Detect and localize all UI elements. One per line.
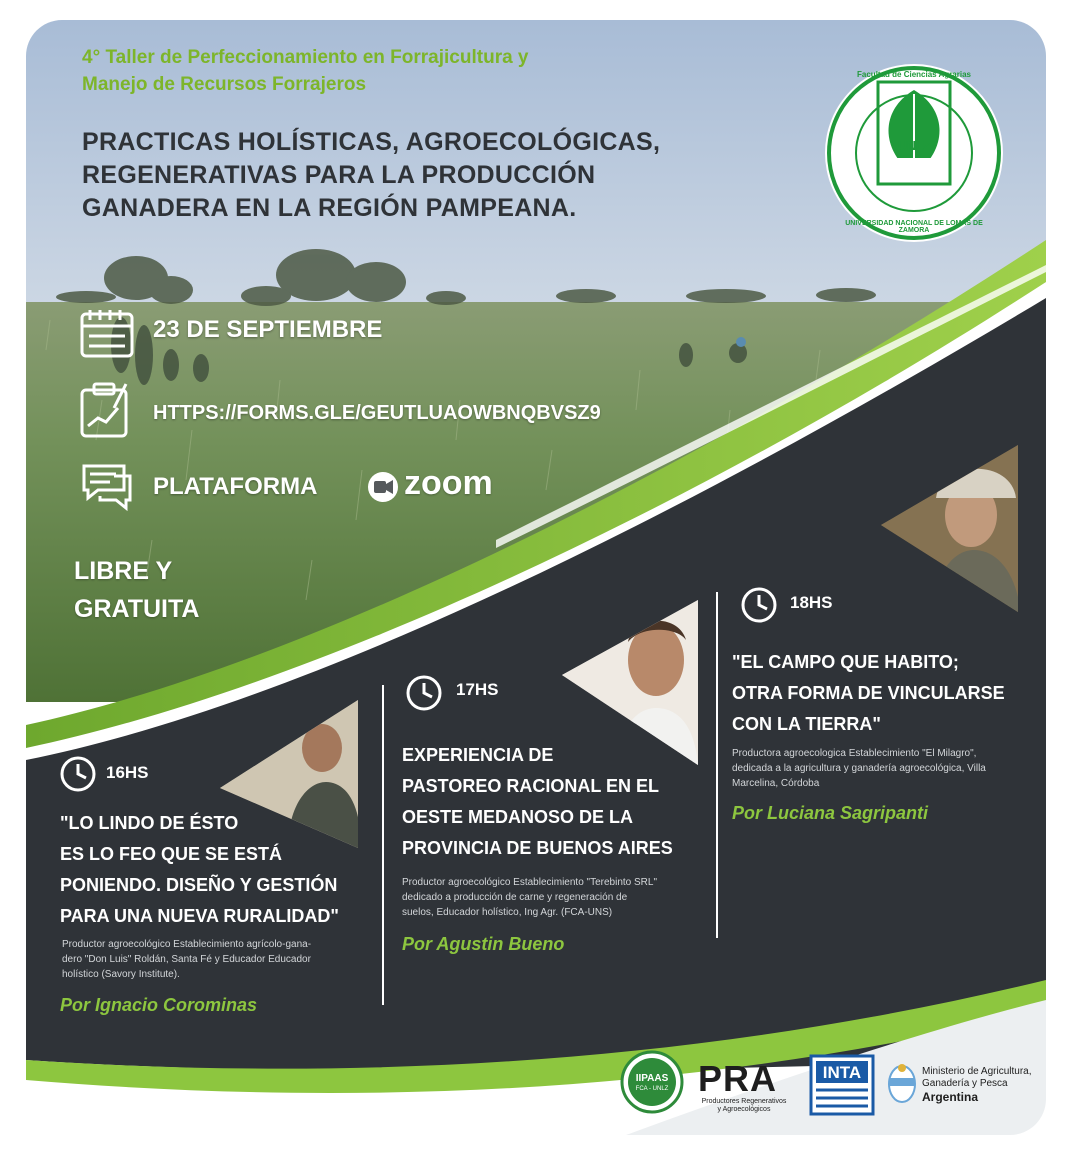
talk-3-desc-line: Productora agroecologica Establecimiento "El Milagro", (732, 748, 977, 759)
talk-3-description (732, 746, 1037, 791)
pra-logo-subtext (694, 1098, 794, 1114)
unlz-logo (825, 64, 1003, 242)
platform-label: PLATAFORMA (153, 473, 318, 500)
free-line-1: LIBRE Y (74, 557, 173, 585)
pra-subtext-line-2: y Agroecológicos (717, 1106, 771, 1113)
ministry-line-3: Argentina (922, 1090, 979, 1104)
talk-3-title (732, 647, 1042, 740)
pra-subtext-line-1: Productores Regenerativos (701, 1098, 787, 1105)
talk-3-speaker: Por Luciana Sagripanti (732, 803, 929, 823)
talk-1-desc-line: dero "Don Luis" Roldán, Santa Fé y Educador Educador (62, 954, 311, 965)
zoom-wordmark: zoom (404, 464, 493, 502)
subtitle-line-2: Manejo de Recursos Forrajeros (82, 74, 367, 95)
title-line-1: PRACTICAS HOLÍSTICAS, AGROECOLÓGICAS, (82, 128, 661, 156)
talk-2-title-line: PASTOREO RACIONAL EN EL (402, 776, 660, 796)
talk-2-time: 17HS (456, 680, 499, 699)
talk-1-description (62, 937, 372, 982)
talk-2-title-line: OESTE MEDANOSO DE LA (402, 807, 634, 827)
event-poster (26, 20, 1046, 1135)
inta-logo-text: INTA (822, 1063, 862, 1082)
pra-logo-text: PRA (698, 1058, 778, 1099)
iipaas-logo-subtext: FCA - UNLZ (635, 1086, 669, 1092)
ministry-logo-text (922, 1066, 1032, 1105)
ministry-line-1: Ministerio de Agricultura, (922, 1066, 1032, 1077)
talk-2-desc-line: Productor agroecológico Establecimiento "Terebinto SRL" (402, 877, 658, 888)
free-line-2: GRATUITA (74, 595, 200, 623)
free-badge (74, 552, 294, 628)
title-line-2: REGENERATIVAS PARA LA PRODUCCIÓN (82, 161, 596, 189)
talk-1-desc-line: holístico (Savory Institute). (62, 969, 180, 980)
event-subtitle (82, 44, 682, 98)
talk-1-speaker: Por Ignacio Corominas (60, 995, 258, 1015)
talk-1-time: 16HS (106, 763, 149, 782)
talk-1-title-line: ES LO FEO QUE SE ESTÁ (60, 844, 283, 864)
talk-2-title-line: EXPERIENCIA DE (402, 745, 554, 765)
event-title (82, 126, 762, 225)
talk-3-title-line: CON LA TIERRA" (732, 714, 881, 734)
iipaas-logo-text: IIPAAS (635, 1073, 669, 1084)
event-date: 23 DE SEPTIEMBRE (153, 316, 383, 343)
unlz-logo-text: UNLZ (897, 138, 931, 153)
talk-2-title-line: PROVINCIA DE BUENOS AIRES (402, 838, 673, 858)
registration-link[interactable]: HTTPS://FORMS.GLE/GEUTLUAOWBNQBVSZ9 (153, 402, 601, 424)
zoom-camera-icon (368, 472, 398, 502)
talk-3-title-line: "EL CAMPO QUE HABITO; (732, 652, 959, 672)
talk-1-title-line: "LO LINDO DE ÉSTO (60, 813, 239, 833)
talk-3-desc-line: dedicada a la agricultura y ganadería agroecológica, Villa (732, 763, 986, 774)
talk-2-title (402, 740, 712, 864)
talk-2-desc-line: suelos, Educador holístico, Ing Agr. (FCA-UNS) (402, 907, 613, 918)
talk-3-desc-line: Marcelina, Córdoba (732, 778, 820, 789)
talk-2-speaker: Por Agustin Bueno (402, 934, 565, 954)
unlz-ring-text-bottom: UNIVERSIDAD NACIONAL DE LOMAS DE ZAMORA (845, 220, 983, 234)
unlz-ring-text: Facultad de Ciencias Agrarias (857, 70, 971, 79)
talk-2-description (402, 875, 707, 920)
talk-1-title (60, 808, 380, 932)
talk-3-title-line: OTRA FORMA DE VINCULARSE (732, 683, 1005, 703)
subtitle-line-1: 4° Taller de Perfeccionamiento en Forrajicultura y (82, 47, 529, 68)
talk-1-title-line: PONIENDO. DISEÑO Y GESTIÓN (60, 875, 338, 895)
argentina-shield-icon (889, 1064, 915, 1102)
talk-2-desc-line: dedicado a producción de carne y regeneración de (402, 892, 628, 903)
talk-1-desc-line: Productor agroecológico Establecimiento agrícolo-gana- (62, 939, 312, 950)
talk-3-time: 18HS (790, 593, 833, 612)
ministry-line-2: Ganadería y Pesca (922, 1078, 1008, 1089)
title-line-3: GANADERA EN LA REGIÓN PAMPEANA. (82, 194, 577, 222)
talk-1-title-line: PARA UNA NUEVA RURALIDAD" (60, 906, 339, 926)
